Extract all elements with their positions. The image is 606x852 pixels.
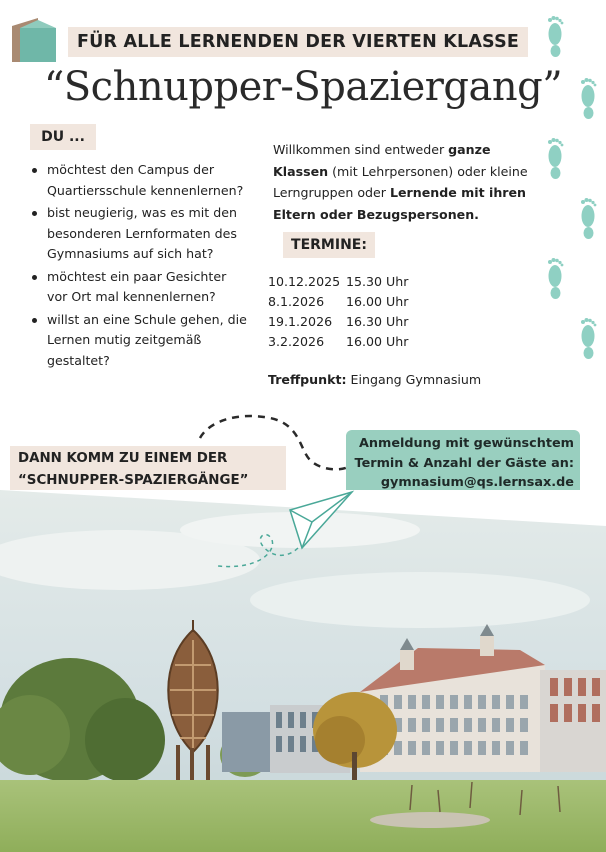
list-item: bist neugierig, was es mit den besonderen Lernformaten des Gymnasiums auf sich hat? — [30, 203, 250, 265]
date-row: 8.1.2026 16.00 Uhr — [268, 294, 409, 309]
meeting-point: Treffpunkt: Eingang Gymnasium — [268, 372, 482, 387]
page-title: “Schnupper-Spaziergang” — [43, 64, 563, 110]
campus-photo — [0, 490, 606, 852]
date-row: 10.12.2025 15.30 Uhr — [268, 274, 409, 289]
call-to-action — [10, 446, 286, 494]
registration-line-1: Anmeldung mit gewünschtem — [358, 436, 574, 451]
du-label: DU ... — [30, 124, 96, 150]
dates-list — [268, 272, 408, 352]
list-item: willst an eine Schule gehen, die Lernen mutig zeitgemäß gestaltet? — [30, 310, 250, 372]
footprint-icon — [581, 198, 596, 239]
audience-header: FÜR ALLE LERNENDEN DER VIERTEN KLASSE — [68, 27, 528, 57]
footprint-icon — [548, 258, 563, 299]
registration-box — [346, 430, 580, 496]
cta-line-1: DANN KOMM ZU EINEM DER — [18, 451, 228, 466]
footprint-icon — [548, 138, 563, 179]
cta-line-2: “SCHNUPPER-SPAZIERGÄNGE” — [18, 473, 249, 488]
list-item: möchtest den Campus der Quartiersschule kennenlernen? — [30, 160, 250, 201]
welcome-text: Willkommen sind entweder ganze Klassen (mit Lehrpersonen) oder kleine Lerngruppen oder Lernende mit ihren Eltern oder Bezugspersonen. — [273, 142, 528, 222]
list-item: möchtest ein paar Gesichter vor Ort mal kennenlernen? — [30, 267, 250, 308]
date-row: 19.1.2026 16.30 Uhr — [268, 314, 409, 329]
question-list — [30, 160, 250, 373]
registration-email[interactable]: gymnasium@qs.lernsax.de — [380, 475, 574, 490]
footprint-icon — [581, 318, 596, 359]
termine-label: TERMINE: — [283, 232, 375, 258]
school-logo — [8, 16, 60, 64]
date-row: 3.2.2026 16.00 Uhr — [268, 334, 409, 349]
footprint-icon — [548, 16, 563, 57]
registration-line-2: Termin & Anzahl der Gäste an: — [354, 455, 574, 471]
